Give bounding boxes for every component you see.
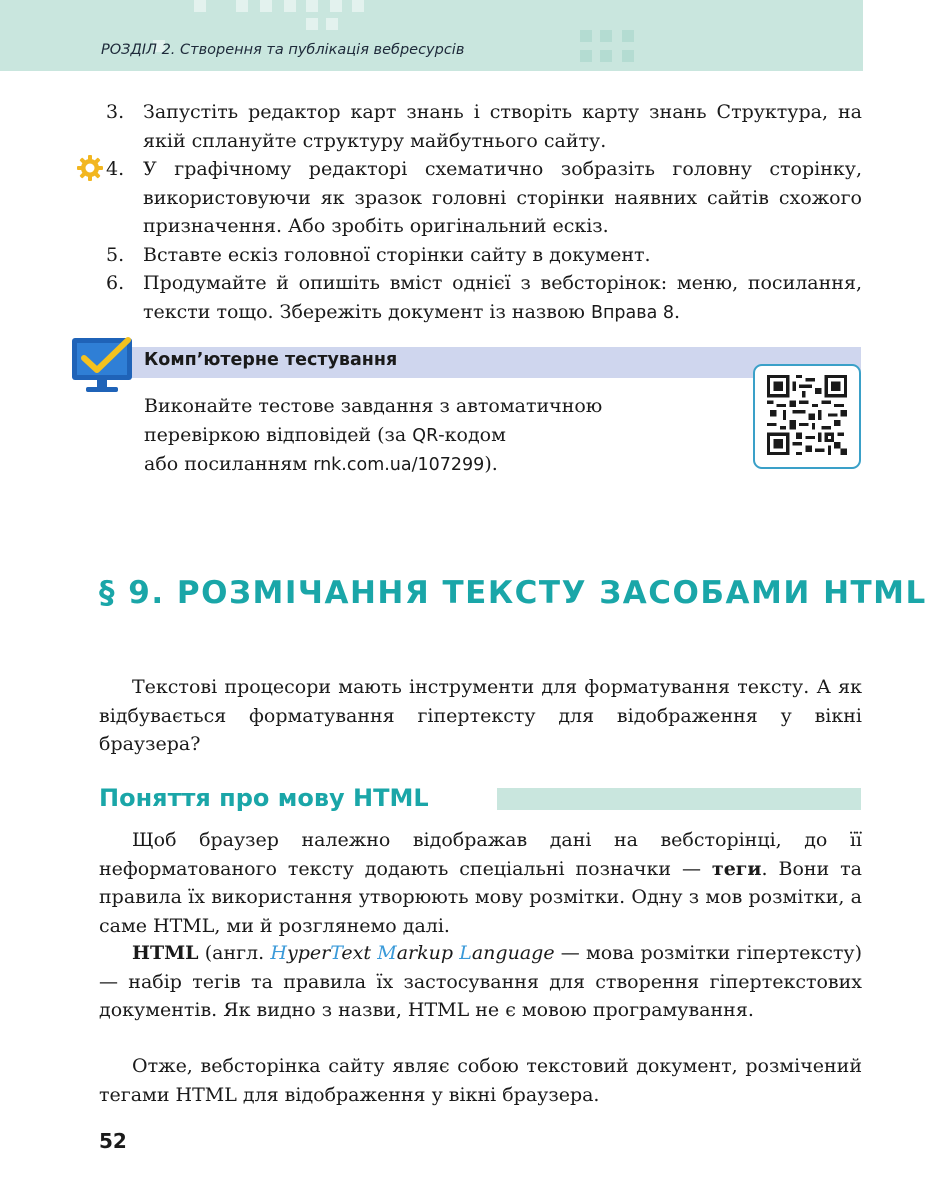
term-bold: HTML — [132, 942, 199, 964]
acronym-letter: M — [377, 942, 397, 964]
test-link[interactable]: rnk.com.ua/107299 — [313, 455, 485, 475]
step-text: Вставте ескіз головної сторінки сайту в документ. — [143, 243, 651, 266]
acronym-letter: T — [330, 942, 342, 964]
term-bold: теги — [711, 857, 762, 880]
paragraph-text: (англ. — [198, 942, 271, 964]
test-text: перевіркою відповідей (за — [144, 423, 413, 446]
list-item — [100, 155, 862, 241]
step-number: 3. — [106, 101, 125, 123]
monitor-check-icon — [70, 336, 136, 394]
test-title: Комп’ютерне тестування — [144, 350, 398, 370]
header-decor — [326, 18, 338, 30]
header-decor — [306, 18, 318, 30]
intro-paragraph: Текстові процесори мають інструменти для форматування тексту. А як відбувається форматування гіпертексту для відображення у вікні браузера? — [99, 676, 862, 755]
header-decor — [260, 0, 272, 12]
paragraph — [99, 939, 862, 1025]
header-decor — [284, 0, 296, 12]
header-decor — [352, 0, 364, 12]
qr-word: QR — [412, 425, 439, 446]
qr-code-frame[interactable] — [753, 364, 861, 469]
step-number: 6. — [106, 272, 125, 294]
paragraph: Отже, вебсторінка сайту являє собою текстовий документ, розмічений тегами HTML для відображення у вікні браузера. — [99, 1055, 862, 1106]
step-text: Запустіть редактор карт знань і створіть карту знань Структура, на якій сплануйте структуру майбутнього сайту. — [143, 101, 862, 152]
header-decor — [236, 0, 248, 12]
acronym-letter: H — [270, 942, 287, 964]
step-number: 4. — [106, 158, 125, 180]
step-text-end: . — [674, 300, 681, 323]
header-decor — [600, 50, 612, 62]
list-item — [100, 98, 862, 155]
acronym-word: yper — [286, 942, 331, 964]
test-text: ). — [484, 453, 498, 475]
header-band — [0, 0, 863, 71]
test-line — [144, 450, 724, 480]
list-item — [100, 241, 862, 270]
test-line — [144, 421, 724, 451]
acronym-word: ext — [341, 942, 378, 964]
paragraph-text: . Вони та правила їх використання утворюють мову розмітки. Одну з мов розмітки, а саме HTML, ми й розглянемо далі. — [99, 857, 862, 937]
acronym-word: anguage — [471, 942, 555, 964]
header-decor — [330, 0, 342, 12]
test-text: або посиланням — [144, 453, 314, 475]
acronym-letter: L — [459, 942, 472, 964]
qr-code — [767, 375, 847, 455]
acronym-word: arkup — [396, 942, 460, 964]
test-line: Виконайте тестове завдання з автоматичною — [144, 395, 603, 417]
test-text: -кодом — [438, 423, 506, 446]
header-decor — [622, 30, 634, 42]
subsection-title: Поняття про мову HTML — [99, 784, 429, 812]
subsection-bar — [497, 788, 861, 810]
running-header: РОЗДІЛ 2. Створення та публікація вебресурсів — [101, 42, 465, 58]
header-decor — [580, 50, 592, 62]
paragraph — [99, 826, 862, 940]
test-body — [144, 392, 724, 480]
header-decor — [600, 30, 612, 42]
header-decor — [580, 30, 592, 42]
step-text: Продумайте й опишіть вміст однієї з вебсторінок: меню, посилання, тексти тощо. Збережіть документ із назвою — [143, 272, 862, 323]
header-decor — [194, 0, 206, 12]
step-number: 5. — [106, 243, 125, 266]
page-number: 52 — [99, 1129, 127, 1153]
paragraph-text: Щоб браузер належно відображав дані на вебсторінці, до її неформатованого тексту додають спеціальні позначки — — [99, 829, 862, 880]
section-title: § 9. РОЗМІЧАННЯ ТЕКСТУ ЗАСОБАМИ HTML — [99, 575, 927, 611]
steps-list — [100, 98, 862, 327]
list-item — [100, 269, 862, 327]
step-text: У графічному редакторі схематично зобразіть головну сторінку, використовуючи як зразок головні сторінки наявних сайтів схожого призначення. Або зробіть оригінальний ескіз. — [143, 158, 862, 237]
header-decor — [306, 0, 318, 12]
paragraph-text: — мова розмітки гіпертексту) — набір тегів та правила їх застосування для створення гіпертекстових документів. Як видно з назви, HTML не є мовою програмування. — [99, 942, 863, 1021]
header-decor — [622, 50, 634, 62]
document-name: Вправа 8 — [590, 302, 674, 323]
